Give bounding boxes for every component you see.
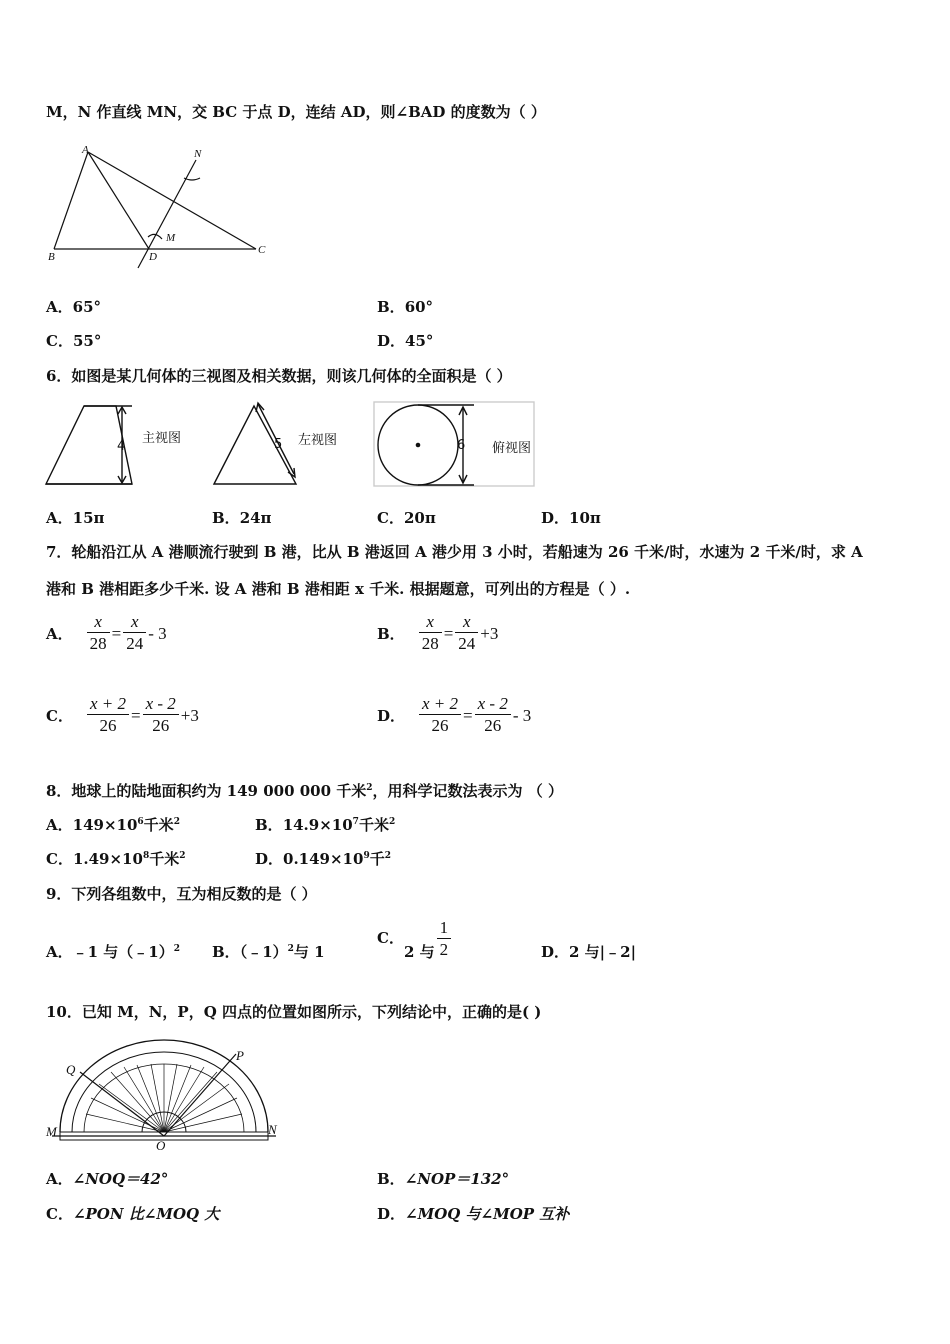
- q5-option-d[interactable]: D．45°: [377, 332, 434, 350]
- q10-option-c[interactable]: C．∠PON 比∠MOQ 大: [46, 1205, 220, 1223]
- q6-three-views-figure: [44, 400, 536, 490]
- fraction: $\frac{x + 2}{26}$: [419, 694, 461, 737]
- label-n: N: [194, 148, 202, 160]
- q7-option-c[interactable]: C． $\frac{x + 2}{26}$ = $\frac{x - 2}{26}$ +3: [46, 694, 199, 735]
- fraction: $\frac{x}{28}$: [87, 612, 110, 655]
- label-o: O: [156, 1138, 166, 1153]
- label-m: M: [46, 1124, 57, 1139]
- q6-option-a[interactable]: A．15π: [46, 509, 105, 527]
- q10-option-a[interactable]: A．∠NOQ＝42°: [46, 1170, 169, 1188]
- top-view-label: 俯视图: [492, 441, 532, 456]
- q5-option-c[interactable]: C．55°: [46, 332, 102, 350]
- left-view-dim: 5: [274, 437, 283, 452]
- q7-option-b[interactable]: B． $\frac{x}{28}$ = $\frac{x}{24}$ +3: [377, 612, 499, 653]
- q5-stem: M，N 作直线 MN，交 BC 于点 D，连结 AD，则∠BAD 的度数为（ ）: [46, 103, 546, 121]
- fraction: $\frac{x}{28}$: [419, 612, 442, 655]
- q10-option-b[interactable]: B．∠NOP＝132°: [377, 1170, 510, 1188]
- fraction: $\frac{1}{2}$: [437, 918, 452, 961]
- left-view-label: 左视图: [298, 433, 338, 448]
- q5-triangle-figure: [44, 142, 276, 270]
- q8-option-c[interactable]: C．$1.49\times 10^8$千米$^2$: [46, 850, 186, 868]
- fraction: $\frac{x - 2}{26}$: [475, 694, 511, 737]
- q9-option-a[interactable]: A．﹣1 与（﹣1）$^2$: [46, 943, 181, 961]
- q5-option-b[interactable]: B．60°: [377, 298, 434, 316]
- q8-stem: 8．地球上的陆地面积约为 149 000 000 千米$^2$，用科学记数法表示为 （ ）: [46, 782, 563, 800]
- q8-option-b[interactable]: B．$14.9\times 10^7$千米$^2$: [255, 816, 396, 834]
- q7-stem-line1: 7．轮船沿江从 A 港顺流行驶到 B 港，比从 B 港返回 A 港少用 3 小时，若船速为 26 千米/时，水速为 2 千米/时，求 A: [46, 543, 863, 561]
- label-q: Q: [66, 1062, 76, 1077]
- q9-stem: 9．下列各组数中，互为相反数的是（ ）: [46, 885, 317, 903]
- front-view-label: 主视图: [142, 431, 182, 446]
- q7-option-a[interactable]: A． $\frac{x}{28}$ = $\frac{x}{24}$ - 3: [46, 612, 167, 653]
- fraction: $\frac{x - 2}{26}$: [143, 694, 179, 737]
- label-n: N: [268, 1122, 277, 1137]
- q10-option-d[interactable]: D．∠MOQ 与∠MOP 互补: [377, 1205, 570, 1223]
- q7-option-d[interactable]: D． $\frac{x + 2}{26}$ = $\frac{x - 2}{26}$ - 3: [377, 694, 532, 735]
- q6-option-b[interactable]: B．24π: [212, 509, 272, 527]
- fraction: $\frac{x}{24}$: [455, 612, 478, 655]
- label-m: M: [166, 232, 176, 244]
- q8-option-d[interactable]: D．$0.149\times 10^9$千$^2$: [255, 850, 391, 868]
- q9-option-d[interactable]: D．2 与|﹣2|: [541, 943, 637, 961]
- q10-protractor-figure: [44, 1036, 284, 1154]
- q10-stem: 10．已知 M，N，P，Q 四点的位置如图所示，下列结论中，正确的是( ): [46, 1003, 542, 1021]
- label-c: C: [258, 244, 266, 256]
- q6-stem: 6．如图是某几何体的三视图及相关数据，则该几何体的全面积是（ ）: [46, 367, 512, 385]
- label-d: D: [149, 251, 157, 263]
- front-view-dim: 4: [117, 439, 126, 454]
- top-view-dim: 6: [457, 438, 466, 453]
- fraction: $\frac{x + 2}{26}$: [87, 694, 129, 737]
- q7-stem-line2: 港和 B 港相距多少千米. 设 A 港和 B 港相距 x 千米. 根据题意，可列出的方程是（ ）.: [46, 580, 631, 598]
- label-b: B: [48, 251, 55, 263]
- q9-option-c[interactable]: C． 2 与 $\frac{1}{2}$: [377, 913, 453, 962]
- q6-option-c[interactable]: C．20π: [377, 509, 436, 527]
- label-a: A: [82, 144, 89, 156]
- q5-option-a[interactable]: A．65°: [46, 298, 102, 316]
- q6-option-d[interactable]: D．10π: [541, 509, 601, 527]
- q8-option-a[interactable]: A．$149\times 10^6$千米$^2$: [46, 816, 180, 834]
- fraction: $\frac{x}{24}$: [123, 612, 146, 655]
- label-p: P: [236, 1048, 244, 1063]
- q9-option-b[interactable]: B．（﹣1）$^2$与 1: [212, 943, 325, 961]
